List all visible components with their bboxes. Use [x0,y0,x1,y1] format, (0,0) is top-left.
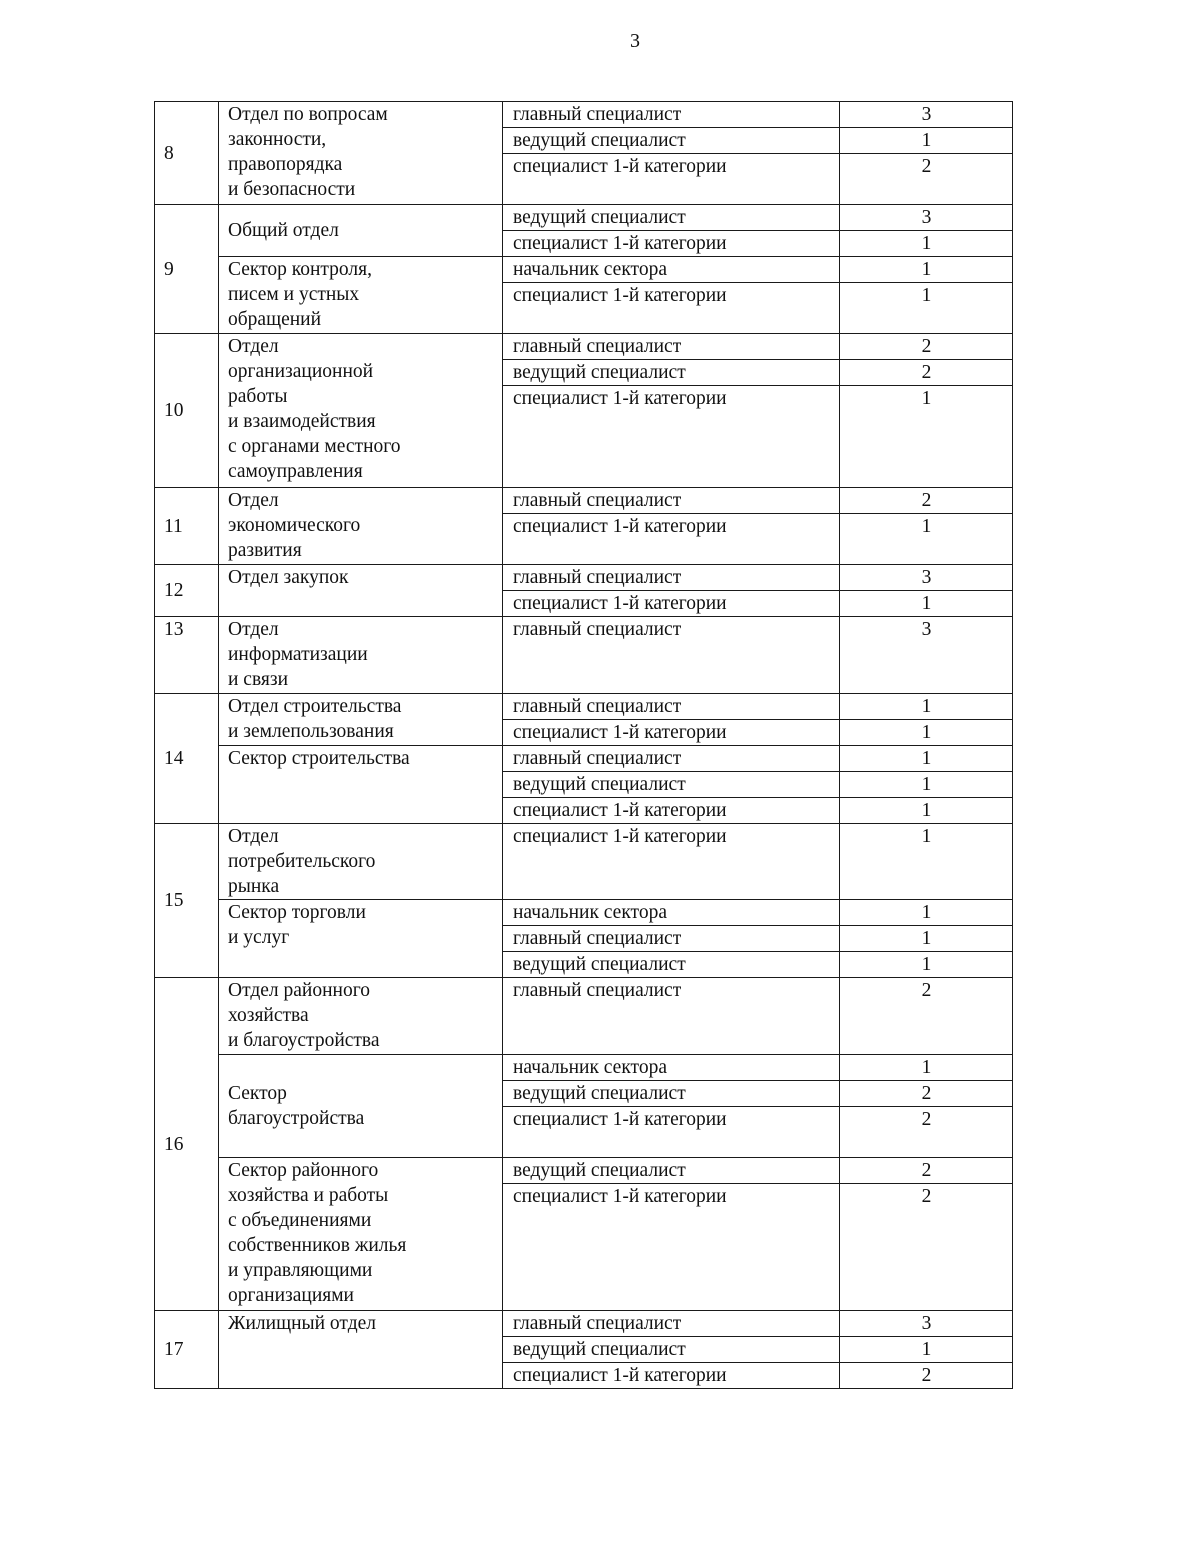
position-count: 1 [840,1054,1013,1080]
position-count: 3 [840,617,1013,694]
position-title: специалист 1-й категории [503,1183,840,1311]
position-count: 1 [840,926,1013,952]
table-row [155,978,1013,1055]
position-title: специалист 1-й категории [503,514,840,565]
position-count: 2 [840,1080,1013,1106]
table-row [155,617,1013,694]
position-title: ведущий специалист [503,952,840,978]
position-title: главный специалист [503,488,840,514]
position-title: ведущий специалист [503,128,840,154]
position-title: главный специалист [503,693,840,719]
table-row [155,745,1013,771]
department-name: Отдел экономического развития [219,488,503,565]
department-number: 9 [155,205,219,334]
department-name: Сектор строительства [219,745,503,823]
position-title: главный специалист [503,978,840,1055]
position-title: ведущий специалист [503,205,840,231]
position-count: 1 [840,797,1013,823]
position-count: 1 [840,128,1013,154]
department-name: Отдел районного хозяйства и благоустройства [219,978,503,1055]
department-name: Отдел закупок [219,565,503,617]
table-row [155,334,1013,360]
position-count: 1 [840,386,1013,488]
position-title: главный специалист [503,565,840,591]
position-title: главный специалист [503,617,840,694]
table-row [155,257,1013,283]
position-title: ведущий специалист [503,1337,840,1363]
position-count: 1 [840,231,1013,257]
position-title: специалист 1-й категории [503,797,840,823]
position-title: начальник сектора [503,1054,840,1080]
position-title: главный специалист [503,926,840,952]
position-title: специалист 1-й категории [503,154,840,205]
position-count: 2 [840,334,1013,360]
position-title: главный специалист [503,745,840,771]
staffing-table [154,101,1013,1389]
position-title: главный специалист [503,102,840,128]
department-number: 13 [155,617,219,694]
department-name: Сектор контроля, писем и устных обращений [219,257,503,334]
position-title: начальник сектора [503,257,840,283]
position-count: 1 [840,745,1013,771]
position-count: 1 [840,900,1013,926]
position-count: 1 [840,514,1013,565]
table-row [155,205,1013,231]
table-row [155,900,1013,926]
position-count: 1 [840,771,1013,797]
table-row [155,488,1013,514]
position-count: 3 [840,1311,1013,1337]
department-name: Отдел потребительского рынка [219,823,503,900]
position-count: 2 [840,360,1013,386]
position-count: 1 [840,1337,1013,1363]
position-count: 2 [840,1183,1013,1311]
position-count: 1 [840,591,1013,617]
position-count: 2 [840,1363,1013,1389]
position-title: главный специалист [503,334,840,360]
position-title: ведущий специалист [503,1157,840,1183]
position-title: ведущий специалист [503,771,840,797]
department-name: Сектор районного хозяйства и работы с объединениями собственников жилья и управляющими организациями [219,1157,503,1311]
position-title: специалист 1-й категории [503,719,840,745]
department-number: 10 [155,334,219,488]
table-row [155,1054,1013,1080]
position-title: специалист 1-й категории [503,591,840,617]
table-row [155,1311,1013,1337]
department-number: 8 [155,102,219,205]
table-row [155,693,1013,719]
position-count: 1 [840,257,1013,283]
department-name: Отдел строительства и землепользования [219,693,503,745]
department-number: 16 [155,978,219,1311]
staffing-table-body [155,102,1013,1389]
position-title: специалист 1-й категории [503,386,840,488]
position-count: 1 [840,283,1013,334]
position-count: 3 [840,102,1013,128]
department-name: Сектор благоустройства [219,1054,503,1157]
position-title: ведущий специалист [503,1080,840,1106]
department-name: Сектор торговли и услуг [219,900,503,978]
position-count: 1 [840,823,1013,900]
table-row [155,102,1013,128]
position-count: 1 [840,952,1013,978]
department-name: Отдел по вопросам законности, правопорядка и безопасности [219,102,503,205]
position-title: специалист 1-й категории [503,823,840,900]
department-number: 14 [155,693,219,823]
position-count: 2 [840,978,1013,1055]
table-row [155,1157,1013,1183]
department-name: Отдел информатизации и связи [219,617,503,694]
department-number: 17 [155,1311,219,1389]
position-title: специалист 1-й категории [503,283,840,334]
table-row [155,823,1013,900]
position-count: 2 [840,488,1013,514]
department-number: 12 [155,565,219,617]
position-title: главный специалист [503,1311,840,1337]
table-row [155,565,1013,591]
department-name: Отдел организационной работы и взаимодействия с органами местного самоуправления [219,334,503,488]
position-title: ведущий специалист [503,360,840,386]
position-title: специалист 1-й категории [503,1106,840,1157]
position-count: 1 [840,719,1013,745]
position-count: 1 [840,693,1013,719]
department-name: Жилищный отдел [219,1311,503,1389]
department-name: Общий отдел [219,205,503,257]
page-number: 3 [630,30,640,52]
position-count: 3 [840,565,1013,591]
position-title: специалист 1-й категории [503,231,840,257]
position-count: 2 [840,1157,1013,1183]
position-count: 2 [840,154,1013,205]
department-number: 11 [155,488,219,565]
position-title: начальник сектора [503,900,840,926]
department-number: 15 [155,823,219,978]
position-title: специалист 1-й категории [503,1363,840,1389]
position-count: 2 [840,1106,1013,1157]
position-count: 3 [840,205,1013,231]
